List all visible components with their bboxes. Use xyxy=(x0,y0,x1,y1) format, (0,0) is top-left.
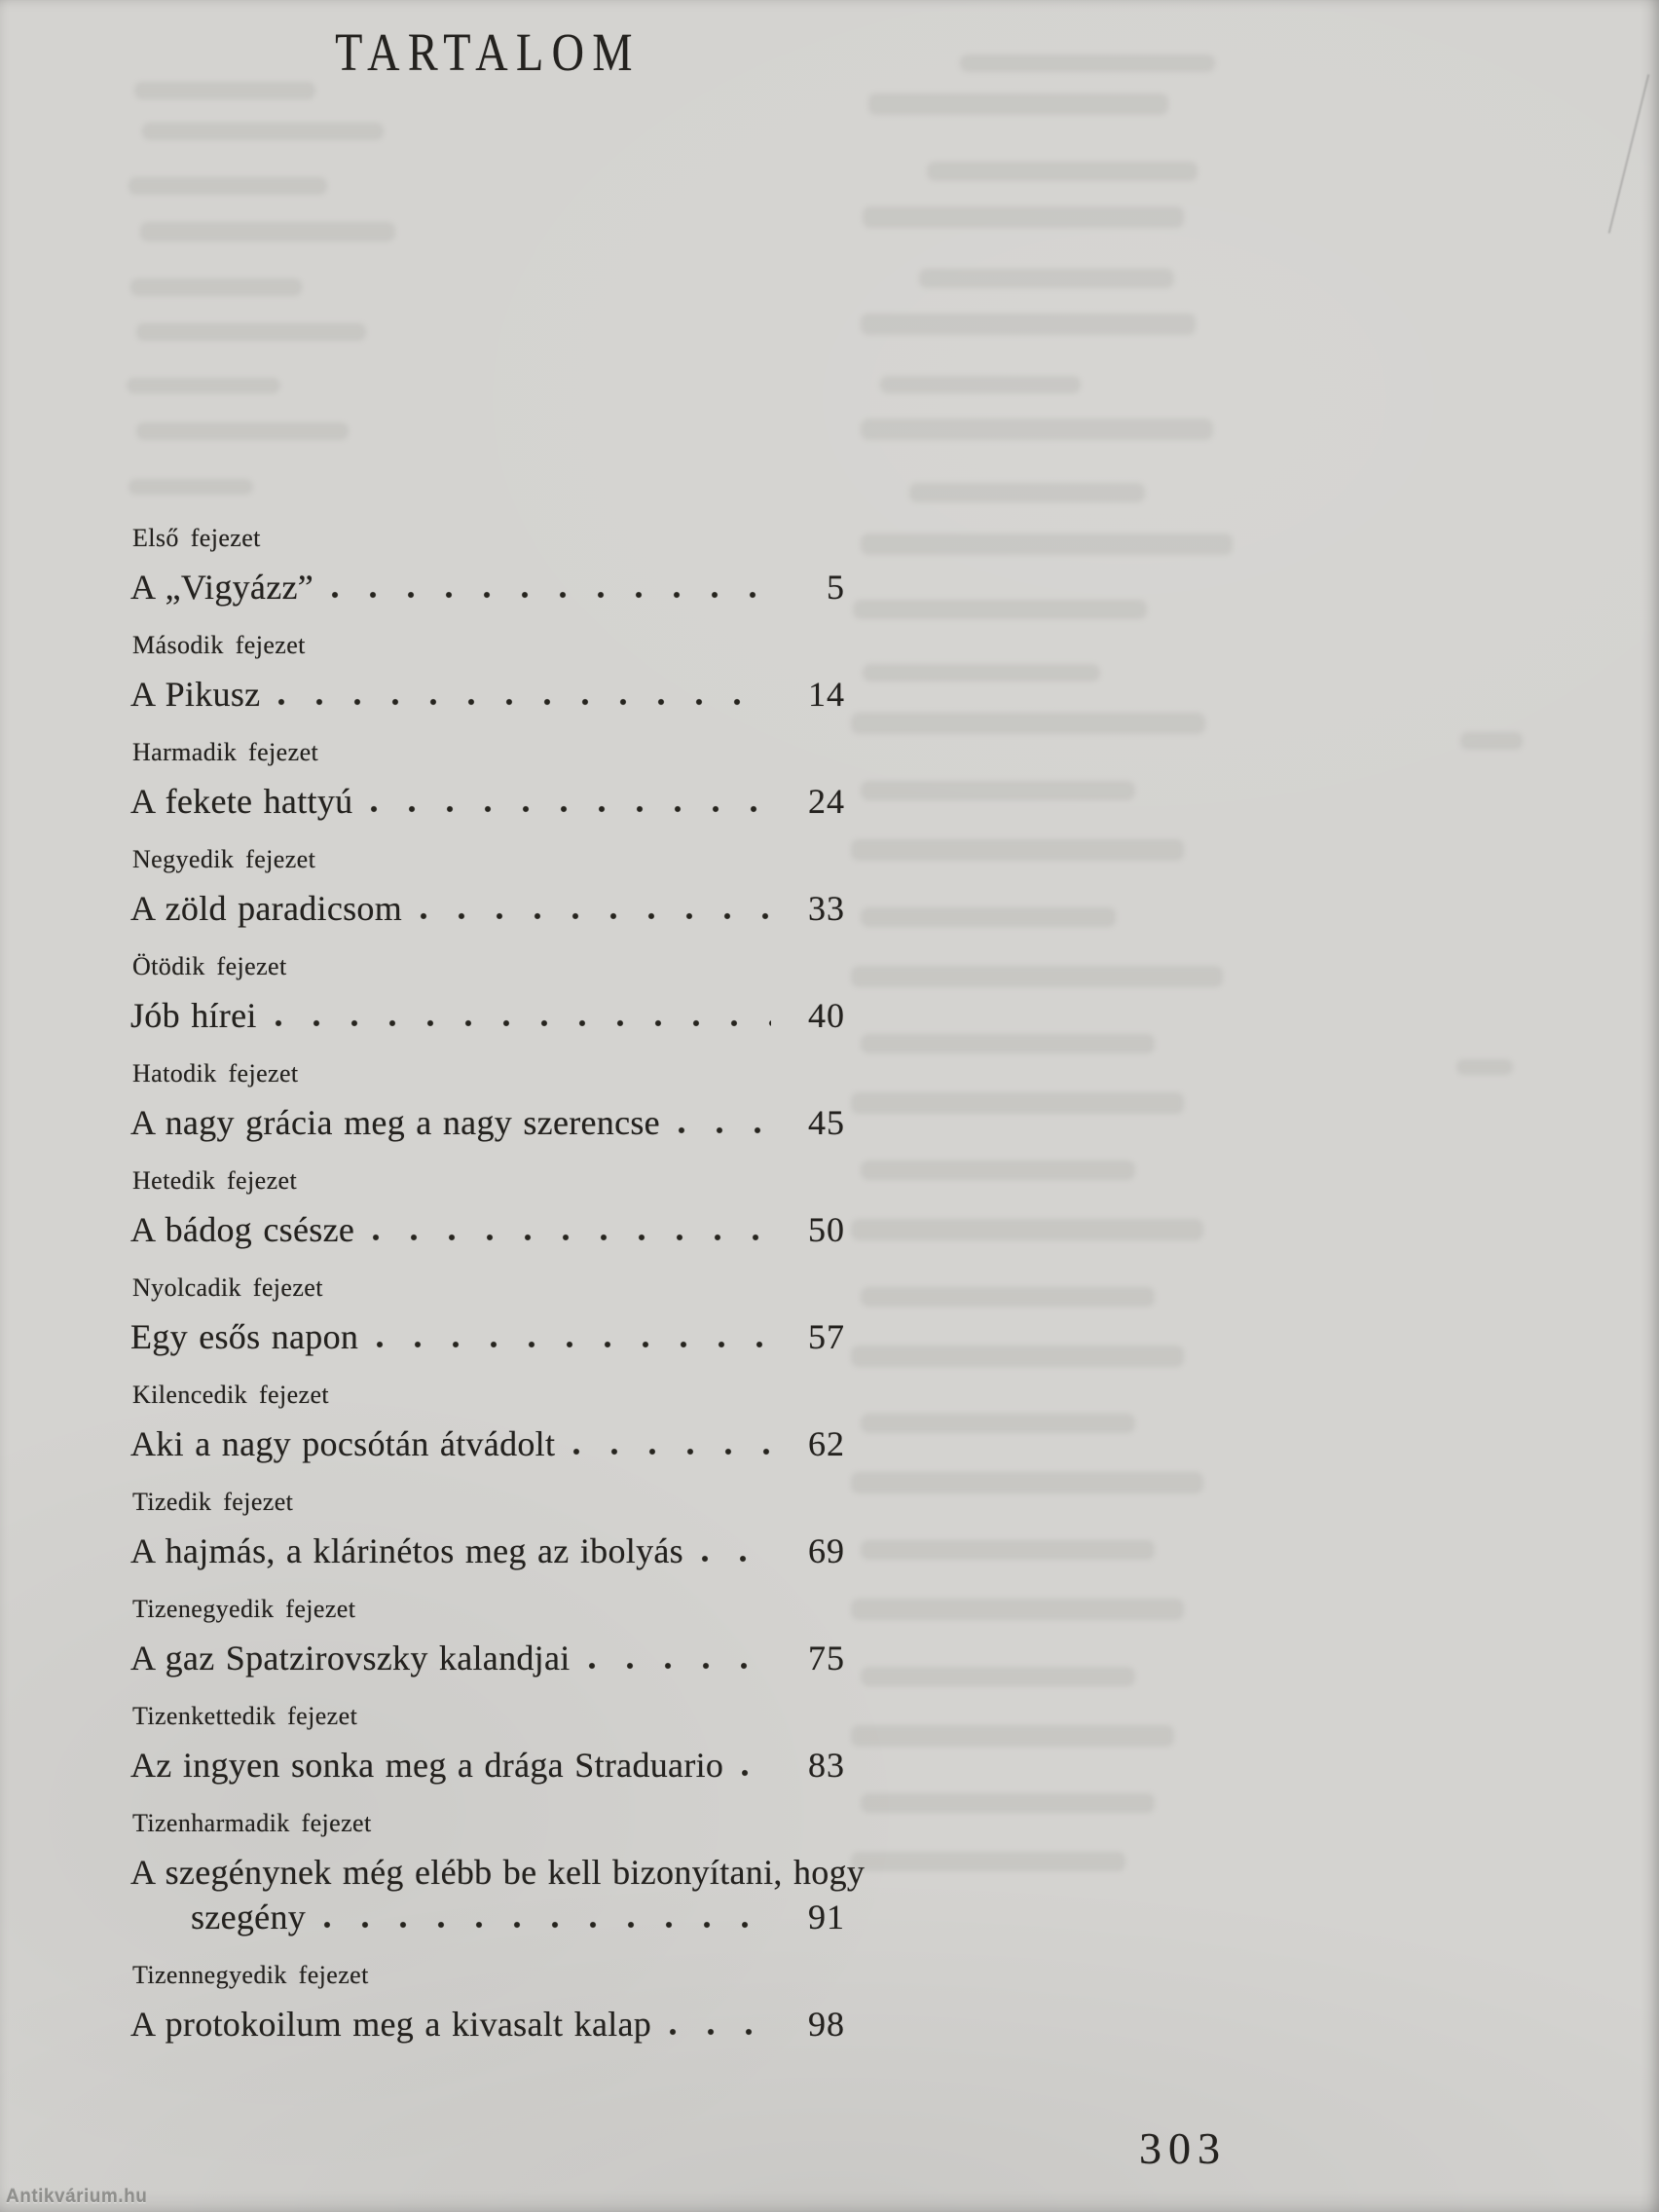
bleedthrough-line xyxy=(851,1346,1184,1367)
bleedthrough-line xyxy=(861,1287,1155,1307)
bleedthrough-line xyxy=(129,479,253,495)
toc-title-row xyxy=(130,2002,845,2046)
toc-title: Egy esős napon xyxy=(130,1317,359,1356)
bleedthrough-line xyxy=(851,1219,1203,1240)
toc-title: A protokoilum meg a kivasalt kalap xyxy=(130,2005,652,2044)
dot-leader xyxy=(323,1921,771,1930)
toc-title-row xyxy=(130,886,845,931)
bleedthrough-line xyxy=(960,55,1215,72)
toc-title-row xyxy=(130,1207,845,1252)
bleedthrough-line xyxy=(134,82,315,99)
toc-page-number: 57 xyxy=(808,1317,845,1356)
bleedthrough-line xyxy=(919,269,1174,288)
bleedthrough-line xyxy=(851,1092,1184,1114)
toc-page-number: 5 xyxy=(827,568,845,607)
bleedthrough-line xyxy=(927,162,1198,181)
toc-entry xyxy=(130,631,845,717)
dot-leader xyxy=(370,805,771,814)
bleedthrough-line xyxy=(851,839,1184,861)
bleedthrough-line xyxy=(140,222,395,241)
toc-title-row xyxy=(130,1100,845,1145)
toc-title: szegény xyxy=(191,1898,307,1936)
toc-title: A gaz Spatzirovszky kalandjai xyxy=(130,1639,571,1677)
page-number: 303 xyxy=(1139,2123,1227,2173)
bleedthrough-line xyxy=(861,1793,1155,1813)
chapter-heading: Tizennegyedik fejezet xyxy=(132,1961,369,1989)
bleedthrough-line xyxy=(861,313,1196,335)
dot-leader xyxy=(372,1234,771,1242)
bleedthrough-line xyxy=(142,123,384,140)
toc-page-number: 24 xyxy=(808,782,845,821)
toc-entry xyxy=(130,524,845,609)
bleedthrough-line xyxy=(851,1725,1174,1747)
dot-leader xyxy=(420,912,771,921)
chapter-heading: Kilencedik fejezet xyxy=(132,1381,330,1409)
toc-entry xyxy=(130,1595,845,1680)
toc-title-row xyxy=(130,1743,845,1788)
bleedthrough-line xyxy=(861,781,1135,800)
dot-leader xyxy=(701,1555,771,1564)
toc-entry xyxy=(130,1059,845,1145)
paper-crease xyxy=(1608,74,1650,233)
toc-page-number: 14 xyxy=(808,675,845,714)
bleedthrough-line xyxy=(861,1540,1155,1560)
bleedthrough-line xyxy=(861,907,1116,927)
toc-title-row xyxy=(130,672,845,717)
toc-entry xyxy=(130,1273,845,1359)
dot-leader xyxy=(669,2028,771,2037)
dot-leader xyxy=(678,1126,771,1135)
toc-title-row xyxy=(130,779,845,824)
dot-leader xyxy=(331,591,771,600)
dot-leader xyxy=(588,1662,771,1671)
toc-entry xyxy=(130,1381,845,1466)
toc-entry xyxy=(130,1488,845,1573)
toc-title: A bádog csésze xyxy=(130,1210,355,1249)
toc-title: Aki a nagy pocsótán átvádolt xyxy=(130,1424,556,1463)
toc-title: A Pikusz xyxy=(130,675,261,714)
bleedthrough-line xyxy=(129,177,327,195)
toc-title: A hajmás, a klárinétos meg az ibolyás xyxy=(130,1531,683,1570)
toc-title: Jób hírei xyxy=(130,996,257,1035)
toc-title: Az ingyen sonka meg a drága Straduario xyxy=(130,1746,724,1785)
toc-page-number: 33 xyxy=(808,889,845,928)
chapter-heading: Nyolcadik fejezet xyxy=(132,1273,323,1302)
chapter-heading: Ötödik fejezet xyxy=(132,952,287,980)
bleedthrough-line xyxy=(909,483,1145,502)
dot-leader xyxy=(376,1341,771,1349)
toc-title: A szegénynek még elébb be kell bizonyítani, hogy xyxy=(130,1853,866,1892)
bleedthrough-line xyxy=(861,1034,1155,1053)
toc-page-number: 98 xyxy=(808,2005,845,2044)
toc-page-number: 62 xyxy=(808,1424,845,1463)
toc-page-number: 83 xyxy=(808,1746,845,1785)
dot-leader xyxy=(277,698,771,707)
chapter-heading: Hetedik fejezet xyxy=(132,1166,298,1195)
chapter-heading: Első fejezet xyxy=(132,524,261,552)
bleedthrough-line xyxy=(861,419,1213,440)
toc-entry xyxy=(130,952,845,1038)
toc-page-number: 75 xyxy=(808,1639,845,1677)
chapter-heading: Tizedik fejezet xyxy=(132,1488,294,1516)
toc-title-row xyxy=(130,1529,845,1573)
dot-leader xyxy=(275,1019,771,1028)
bleedthrough-line xyxy=(853,600,1147,619)
bleedthrough-line xyxy=(861,1667,1135,1686)
bleedthrough-line xyxy=(851,1599,1184,1620)
chapter-heading: Negyedik fejezet xyxy=(132,845,316,873)
chapter-heading: Tizenharmadik fejezet xyxy=(132,1809,372,1837)
bleedthrough-line xyxy=(861,1161,1135,1180)
page-title: TARTALOM xyxy=(335,22,641,82)
chapter-heading: Harmadik fejezet xyxy=(132,738,319,766)
bleedthrough-line xyxy=(868,93,1168,115)
bleedthrough-line xyxy=(136,323,366,341)
table-of-contents xyxy=(130,524,866,2068)
chapter-heading: Tizenkettedik fejezet xyxy=(132,1702,358,1730)
toc-title-row xyxy=(130,1636,845,1680)
toc-title: A fekete hattyú xyxy=(130,782,353,821)
toc-page-number: 91 xyxy=(808,1898,845,1936)
toc-title-row xyxy=(130,1314,845,1359)
bleedthrough-line xyxy=(851,1472,1203,1493)
bleedthrough-line xyxy=(127,378,280,393)
toc-entry xyxy=(130,738,845,824)
bleedthrough-line xyxy=(880,376,1081,393)
bleedthrough-line xyxy=(863,206,1184,228)
bleedthrough-line xyxy=(863,664,1100,682)
toc-title-row xyxy=(130,565,845,609)
toc-entry xyxy=(130,1166,845,1252)
bleedthrough-line xyxy=(1460,732,1523,750)
toc-entry xyxy=(130,1702,845,1788)
chapter-heading: Tizenegyedik fejezet xyxy=(132,1595,356,1623)
toc-title-row xyxy=(130,1421,845,1466)
toc-entry xyxy=(130,1961,845,2046)
toc-page-number: 50 xyxy=(808,1210,845,1249)
toc-entry xyxy=(130,1809,866,1939)
bleedthrough-line xyxy=(136,423,349,440)
toc-entry xyxy=(130,845,845,931)
toc-title: A nagy grácia meg a nagy szerencse xyxy=(130,1103,660,1142)
bleedthrough-line xyxy=(851,1852,1125,1871)
bleedthrough-line xyxy=(851,713,1205,734)
toc-title-row xyxy=(130,1895,845,1939)
chapter-heading: Hatodik fejezet xyxy=(132,1059,299,1088)
bleedthrough-line xyxy=(851,966,1223,987)
dot-leader xyxy=(741,1769,771,1778)
toc-page-number: 69 xyxy=(808,1531,845,1570)
toc-title-row xyxy=(130,993,845,1038)
watermark: Antikvárium.hu xyxy=(6,2187,148,2207)
bleedthrough-line xyxy=(130,278,302,296)
dot-leader xyxy=(572,1448,771,1456)
bleedthrough-line xyxy=(861,1414,1135,1433)
toc-page-number: 45 xyxy=(808,1103,845,1142)
toc-title: A „Vigyázz” xyxy=(130,568,314,607)
chapter-heading: Második fejezet xyxy=(132,631,306,659)
toc-title: A zöld paradicsom xyxy=(130,889,403,928)
bleedthrough-line xyxy=(861,534,1233,555)
bleedthrough-line xyxy=(1456,1059,1513,1075)
toc-page-number: 40 xyxy=(808,996,845,1035)
